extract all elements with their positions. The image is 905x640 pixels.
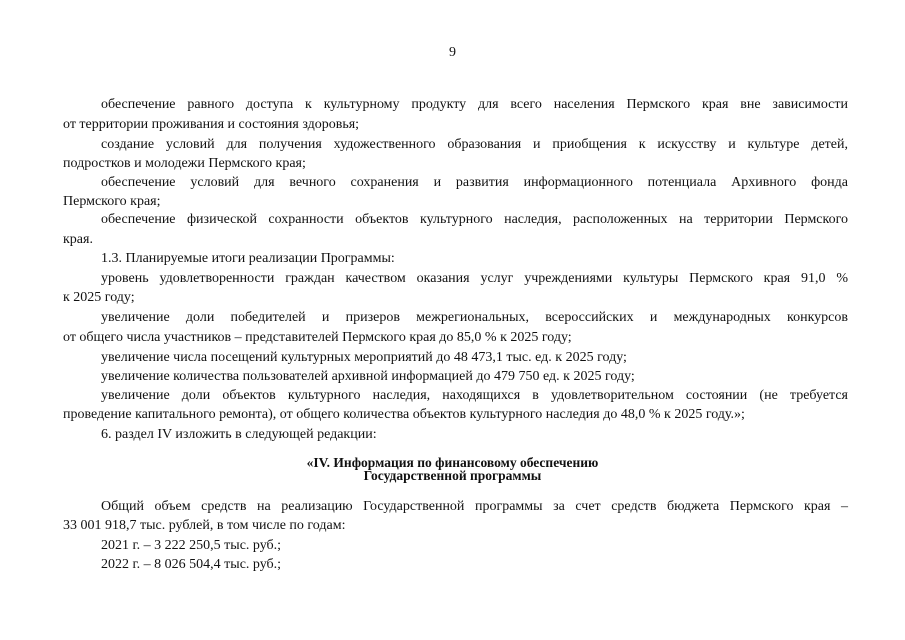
text-line: 2022 г. – 8 026 504,4 тыс. руб.; — [101, 557, 282, 572]
section-heading-line-2: Государственной программы — [363, 468, 542, 483]
text-line: уровень удовлетворенности граждан качеством оказания услуг учреждениями культуры Пермского края 91,0 % — [101, 271, 848, 286]
text-line: 6. раздел IV изложить в следующей редакции: — [101, 427, 377, 442]
text-line: проведение капитального ремонта), от общего количества объектов культурного наследия до 48,0 % к 2025 году.»; — [63, 407, 745, 422]
text-line: от территории проживания и состояния здоровья; — [63, 117, 360, 132]
text-line: Общий объем средств на реализацию Государственной программы за счет средств бюджета Пермского края – — [101, 499, 848, 514]
text-line: обеспечение равного доступа к культурному продукту для всего населения Пермского края вне зависимости — [101, 97, 848, 112]
text-line: 2021 г. – 3 222 250,5 тыс. руб.; — [101, 538, 282, 553]
page-number: 9 — [449, 45, 456, 60]
text-line: обеспечение физической сохранности объектов культурного наследия, расположенных на территории Пермского — [101, 212, 848, 227]
text-line: Пермского края; — [63, 194, 161, 209]
text-line: 33 001 918,7 тыс. рублей, в том числе по годам: — [63, 518, 346, 533]
text-line: увеличение числа посещений культурных мероприятий до 48 473,1 тыс. ед. к 2025 году; — [101, 350, 627, 365]
text-line: к 2025 году; — [63, 290, 135, 305]
text-line: подростков и молодежи Пермского края; — [63, 156, 306, 171]
text-line: 1.3. Планируемые итоги реализации Программы: — [101, 251, 395, 266]
section-heading-line-1: «IV. Информация по финансовому обеспечению — [306, 455, 599, 470]
text-line: края. — [63, 232, 93, 247]
text-line: создание условий для получения художественного образования и приобщения к искусству и культуре детей, — [101, 137, 848, 152]
text-line: увеличение доли победителей и призеров межрегиональных, всероссийских и международных конкурсов — [101, 310, 848, 325]
text-line: от общего числа участников – представителей Пермского края до 85,0 % к 2025 году; — [63, 330, 572, 345]
text-line: увеличение количества пользователей архивной информацией до 479 750 ед. к 2025 году; — [101, 369, 635, 384]
text-line: обеспечение условий для вечного сохранения и развития информационного потенциала Архивного фонда — [101, 175, 848, 190]
text-line: увеличение доли объектов культурного наследия, находящихся в удовлетворительном состоянии (не требуется — [101, 388, 848, 403]
